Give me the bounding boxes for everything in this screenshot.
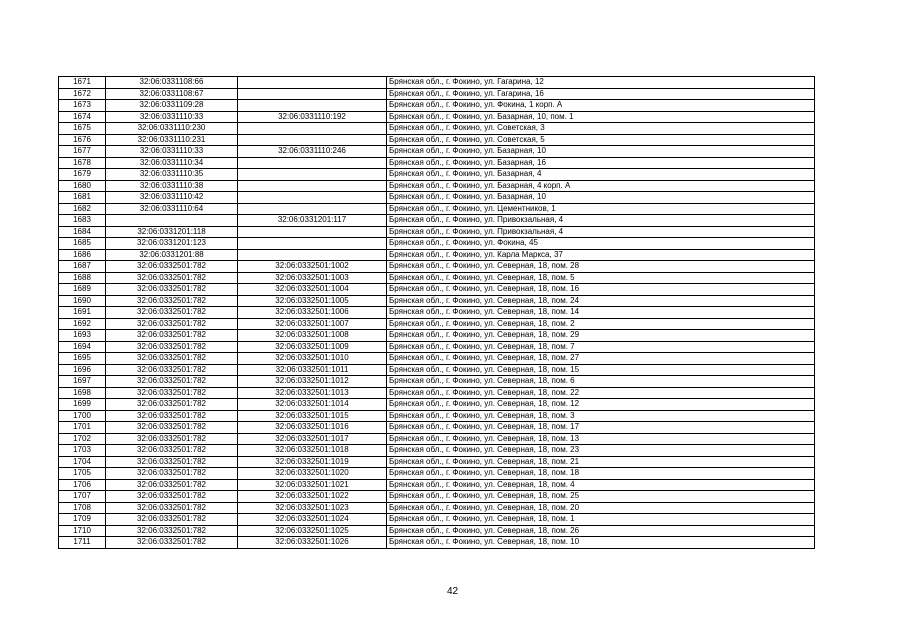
table-row <box>59 433 815 445</box>
address-cell: Брянская обл., г. Фокино, ул. Северная, 18, пом. 26 <box>387 525 815 537</box>
address-cell: Брянская обл., г. Фокино, ул. Северная, 18, пом. 22 <box>387 387 815 399</box>
cadastral-number-cell: 32:06:0331201:123 <box>106 238 238 250</box>
table-row <box>59 422 815 434</box>
room-cadastral-number-cell: 32:06:0332501:1014 <box>238 399 387 411</box>
row-number-cell: 1711 <box>59 537 106 549</box>
address-cell: Брянская обл., г. Фокино, ул. Базарная, 10, пом. 1 <box>387 111 815 123</box>
address-cell: Брянская обл., г. Фокино, ул. Северная, 18, пом. 21 <box>387 456 815 468</box>
table-row <box>59 491 815 503</box>
room-cadastral-number-cell: 32:06:0332501:1018 <box>238 445 387 457</box>
address-cell: Брянская обл., г. Фокино, ул. Северная, 18, пом. 16 <box>387 284 815 296</box>
address-cell: Брянская обл., г. Фокино, ул. Базарная, 16 <box>387 157 815 169</box>
table-row <box>59 284 815 296</box>
table-row <box>59 318 815 330</box>
room-cadastral-number-cell: 32:06:0332501:1020 <box>238 468 387 480</box>
table-row <box>59 330 815 342</box>
address-cell: Брянская обл., г. Фокино, ул. Привокзальная, 4 <box>387 215 815 227</box>
room-cadastral-number-cell: 32:06:0332501:1024 <box>238 514 387 526</box>
table-row <box>59 111 815 123</box>
row-number-cell: 1689 <box>59 284 106 296</box>
row-number-cell: 1708 <box>59 502 106 514</box>
row-number-cell: 1681 <box>59 192 106 204</box>
cadastral-number-cell: 32:06:0332501:782 <box>106 445 238 457</box>
table-row <box>59 387 815 399</box>
room-cadastral-number-cell <box>238 100 387 112</box>
cadastral-number-cell: 32:06:0332501:782 <box>106 376 238 388</box>
cadastral-number-cell: 32:06:0331110:38 <box>106 180 238 192</box>
cadastral-number-cell: 32:06:0332501:782 <box>106 261 238 273</box>
address-cell: Брянская обл., г. Фокино, ул. Фокина, 45 <box>387 238 815 250</box>
room-cadastral-number-cell <box>238 226 387 238</box>
address-cell: Брянская обл., г. Фокино, ул. Северная, 18, пом. 13 <box>387 433 815 445</box>
table-row <box>59 295 815 307</box>
table-row <box>59 203 815 215</box>
address-cell: Брянская обл., г. Фокино, ул. Северная, 18, пом. 29 <box>387 330 815 342</box>
address-cell: Брянская обл., г. Фокино, ул. Северная, 18, пом. 18 <box>387 468 815 480</box>
table-row <box>59 226 815 238</box>
room-cadastral-number-cell <box>238 203 387 215</box>
address-cell: Брянская обл., г. Фокино, ул. Базарная, 10 <box>387 146 815 158</box>
room-cadastral-number-cell <box>238 238 387 250</box>
address-cell: Брянская обл., г. Фокино, ул. Гагарина, 16 <box>387 88 815 100</box>
row-number-cell: 1701 <box>59 422 106 434</box>
row-number-cell: 1671 <box>59 77 106 89</box>
room-cadastral-number-cell: 32:06:0332501:1013 <box>238 387 387 399</box>
row-number-cell: 1706 <box>59 479 106 491</box>
row-number-cell: 1673 <box>59 100 106 112</box>
room-cadastral-number-cell <box>238 77 387 89</box>
cadastral-number-cell: 32:06:0332501:782 <box>106 537 238 549</box>
room-cadastral-number-cell: 32:06:0331110:192 <box>238 111 387 123</box>
address-cell: Брянская обл., г. Фокино, ул. Северная, 18, пом. 1 <box>387 514 815 526</box>
table-row <box>59 537 815 549</box>
room-cadastral-number-cell: 32:06:0332501:1011 <box>238 364 387 376</box>
room-cadastral-number-cell: 32:06:0332501:1025 <box>238 525 387 537</box>
row-number-cell: 1691 <box>59 307 106 319</box>
room-cadastral-number-cell: 32:06:0332501:1021 <box>238 479 387 491</box>
table-row <box>59 514 815 526</box>
address-cell: Брянская обл., г. Фокино, ул. Привокзальная, 4 <box>387 226 815 238</box>
room-cadastral-number-cell: 32:06:0332501:1019 <box>238 456 387 468</box>
row-number-cell: 1679 <box>59 169 106 181</box>
row-number-cell: 1690 <box>59 295 106 307</box>
cadastral-number-cell: 32:06:0332501:782 <box>106 468 238 480</box>
room-cadastral-number-cell <box>238 180 387 192</box>
table-row <box>59 77 815 89</box>
cadastral-number-cell: 32:06:0331110:230 <box>106 123 238 135</box>
address-cell: Брянская обл., г. Фокино, ул. Цементников, 1 <box>387 203 815 215</box>
room-cadastral-number-cell: 32:06:0332501:1005 <box>238 295 387 307</box>
address-cell: Брянская обл., г. Фокино, ул. Карла Маркса, 37 <box>387 249 815 261</box>
table-row <box>59 376 815 388</box>
room-cadastral-number-cell: 32:06:0331110:246 <box>238 146 387 158</box>
row-number-cell: 1687 <box>59 261 106 273</box>
room-cadastral-number-cell: 32:06:0332501:1008 <box>238 330 387 342</box>
address-cell: Брянская обл., г. Фокино, ул. Северная, 18, пом. 12 <box>387 399 815 411</box>
cadastral-number-cell: 32:06:0331110:64 <box>106 203 238 215</box>
table-row <box>59 399 815 411</box>
row-number-cell: 1696 <box>59 364 106 376</box>
cadastral-number-cell <box>106 215 238 227</box>
cadastral-number-cell: 32:06:0331108:66 <box>106 77 238 89</box>
cadastral-number-cell: 32:06:0332501:782 <box>106 284 238 296</box>
cadastral-number-cell: 32:06:0331110:33 <box>106 111 238 123</box>
table-row <box>59 88 815 100</box>
room-cadastral-number-cell: 32:06:0332501:1004 <box>238 284 387 296</box>
cadastral-number-cell: 32:06:0331108:67 <box>106 88 238 100</box>
table-row <box>59 307 815 319</box>
room-cadastral-number-cell <box>238 123 387 135</box>
cadastral-number-cell: 32:06:0332501:782 <box>106 364 238 376</box>
address-cell: Брянская обл., г. Фокино, ул. Северная, 18, пом. 20 <box>387 502 815 514</box>
address-cell: Брянская обл., г. Фокино, ул. Северная, 18, пом. 24 <box>387 295 815 307</box>
table-row <box>59 341 815 353</box>
row-number-cell: 1684 <box>59 226 106 238</box>
cadastral-number-cell: 32:06:0332501:782 <box>106 456 238 468</box>
row-number-cell: 1672 <box>59 88 106 100</box>
table-row <box>59 502 815 514</box>
cadastral-number-cell: 32:06:0332501:782 <box>106 491 238 503</box>
address-cell: Брянская обл., г. Фокино, ул. Советская, 3 <box>387 123 815 135</box>
row-number-cell: 1705 <box>59 468 106 480</box>
cadastral-number-cell: 32:06:0332501:782 <box>106 514 238 526</box>
table-row <box>59 479 815 491</box>
row-number-cell: 1688 <box>59 272 106 284</box>
cadastral-number-cell: 32:06:0331109:28 <box>106 100 238 112</box>
table-row <box>59 134 815 146</box>
table-row <box>59 238 815 250</box>
cadastral-number-cell: 32:06:0332501:782 <box>106 272 238 284</box>
table-row <box>59 157 815 169</box>
room-cadastral-number-cell <box>238 249 387 261</box>
table-row <box>59 100 815 112</box>
cadastral-number-cell: 32:06:0332501:782 <box>106 307 238 319</box>
cadastral-number-cell: 32:06:0332501:782 <box>106 410 238 422</box>
room-cadastral-number-cell <box>238 134 387 146</box>
address-cell: Брянская обл., г. Фокино, ул. Северная, 18, пом. 27 <box>387 353 815 365</box>
room-cadastral-number-cell: 32:06:0332501:1009 <box>238 341 387 353</box>
room-cadastral-number-cell: 32:06:0332501:1023 <box>238 502 387 514</box>
room-cadastral-number-cell <box>238 157 387 169</box>
row-number-cell: 1685 <box>59 238 106 250</box>
row-number-cell: 1682 <box>59 203 106 215</box>
room-cadastral-number-cell: 32:06:0332501:1010 <box>238 353 387 365</box>
row-number-cell: 1703 <box>59 445 106 457</box>
table-row <box>59 456 815 468</box>
table-row <box>59 180 815 192</box>
row-number-cell: 1692 <box>59 318 106 330</box>
row-number-cell: 1697 <box>59 376 106 388</box>
room-cadastral-number-cell: 32:06:0332501:1016 <box>238 422 387 434</box>
row-number-cell: 1678 <box>59 157 106 169</box>
address-cell: Брянская обл., г. Фокино, ул. Базарная, 10 <box>387 192 815 204</box>
address-cell: Брянская обл., г. Фокино, ул. Фокина, 1 корп. А <box>387 100 815 112</box>
table-row <box>59 468 815 480</box>
address-cell: Брянская обл., г. Фокино, ул. Базарная, 4 <box>387 169 815 181</box>
page-number: 42 <box>446 586 459 597</box>
room-cadastral-number-cell: 32:06:0332501:1015 <box>238 410 387 422</box>
table-row <box>59 525 815 537</box>
address-cell: Брянская обл., г. Фокино, ул. Северная, 18, пом. 17 <box>387 422 815 434</box>
cadastral-number-cell: 32:06:0332501:782 <box>106 387 238 399</box>
row-number-cell: 1686 <box>59 249 106 261</box>
room-cadastral-number-cell <box>238 192 387 204</box>
row-number-cell: 1676 <box>59 134 106 146</box>
row-number-cell: 1694 <box>59 341 106 353</box>
cadastral-number-cell: 32:06:0332501:782 <box>106 422 238 434</box>
room-cadastral-number-cell: 32:06:0332501:1026 <box>238 537 387 549</box>
row-number-cell: 1710 <box>59 525 106 537</box>
cadastral-number-cell: 32:06:0332501:782 <box>106 341 238 353</box>
table-row <box>59 364 815 376</box>
room-cadastral-number-cell: 32:06:0332501:1022 <box>238 491 387 503</box>
address-cell: Брянская обл., г. Фокино, ул. Северная, 18, пом. 6 <box>387 376 815 388</box>
table-row <box>59 123 815 135</box>
row-number-cell: 1704 <box>59 456 106 468</box>
row-number-cell: 1693 <box>59 330 106 342</box>
cadastral-number-cell: 32:06:0332501:782 <box>106 295 238 307</box>
cadastral-number-cell: 32:06:0332501:782 <box>106 502 238 514</box>
table-row <box>59 169 815 181</box>
address-cell: Брянская обл., г. Фокино, ул. Северная, 18, пом. 14 <box>387 307 815 319</box>
address-cell: Брянская обл., г. Фокино, ул. Северная, 18, пом. 10 <box>387 537 815 549</box>
address-cell: Брянская обл., г. Фокино, ул. Советская, 5 <box>387 134 815 146</box>
cadastral-number-cell: 32:06:0332501:782 <box>106 330 238 342</box>
address-cell: Брянская обл., г. Фокино, ул. Северная, 18, пом. 2 <box>387 318 815 330</box>
room-cadastral-number-cell: 32:06:0332501:1012 <box>238 376 387 388</box>
row-number-cell: 1699 <box>59 399 106 411</box>
room-cadastral-number-cell: 32:06:0332501:1002 <box>238 261 387 273</box>
cadastral-number-cell: 32:06:0332501:782 <box>106 433 238 445</box>
table-row <box>59 261 815 273</box>
cadastral-number-cell: 32:06:0331110:34 <box>106 157 238 169</box>
address-cell: Брянская обл., г. Фокино, ул. Северная, 18, пом. 28 <box>387 261 815 273</box>
table-row <box>59 192 815 204</box>
address-cell: Брянская обл., г. Фокино, ул. Базарная, 4 корп. А <box>387 180 815 192</box>
address-cell: Брянская обл., г. Фокино, ул. Северная, 18, пом. 5 <box>387 272 815 284</box>
property-registry-table <box>58 76 815 549</box>
row-number-cell: 1680 <box>59 180 106 192</box>
cadastral-number-cell: 32:06:0332501:782 <box>106 318 238 330</box>
address-cell: Брянская обл., г. Фокино, ул. Северная, 18, пом. 23 <box>387 445 815 457</box>
address-cell: Брянская обл., г. Фокино, ул. Гагарина, 12 <box>387 77 815 89</box>
cadastral-number-cell: 32:06:0331110:33 <box>106 146 238 158</box>
row-number-cell: 1683 <box>59 215 106 227</box>
cadastral-number-cell: 32:06:0332501:782 <box>106 399 238 411</box>
row-number-cell: 1698 <box>59 387 106 399</box>
address-cell: Брянская обл., г. Фокино, ул. Северная, 18, пом. 15 <box>387 364 815 376</box>
cadastral-number-cell: 32:06:0331110:42 <box>106 192 238 204</box>
table-row <box>59 445 815 457</box>
room-cadastral-number-cell: 32:06:0331201:117 <box>238 215 387 227</box>
row-number-cell: 1707 <box>59 491 106 503</box>
room-cadastral-number-cell: 32:06:0332501:1003 <box>238 272 387 284</box>
cadastral-number-cell: 32:06:0331201:88 <box>106 249 238 261</box>
row-number-cell: 1702 <box>59 433 106 445</box>
address-cell: Брянская обл., г. Фокино, ул. Северная, 18, пом. 25 <box>387 491 815 503</box>
row-number-cell: 1675 <box>59 123 106 135</box>
room-cadastral-number-cell: 32:06:0332501:1007 <box>238 318 387 330</box>
room-cadastral-number-cell: 32:06:0332501:1006 <box>238 307 387 319</box>
cadastral-number-cell: 32:06:0331110:231 <box>106 134 238 146</box>
table-row <box>59 410 815 422</box>
room-cadastral-number-cell: 32:06:0332501:1017 <box>238 433 387 445</box>
row-number-cell: 1674 <box>59 111 106 123</box>
row-number-cell: 1700 <box>59 410 106 422</box>
cadastral-number-cell: 32:06:0331110:35 <box>106 169 238 181</box>
row-number-cell: 1709 <box>59 514 106 526</box>
row-number-cell: 1695 <box>59 353 106 365</box>
registry-table-body <box>59 77 815 549</box>
room-cadastral-number-cell <box>238 169 387 181</box>
room-cadastral-number-cell <box>238 88 387 100</box>
address-cell: Брянская обл., г. Фокино, ул. Северная, 18, пом. 3 <box>387 410 815 422</box>
cadastral-number-cell: 32:06:0332501:782 <box>106 525 238 537</box>
table-row <box>59 146 815 158</box>
cadastral-number-cell: 32:06:0331201:118 <box>106 226 238 238</box>
address-cell: Брянская обл., г. Фокино, ул. Северная, 18, пом. 4 <box>387 479 815 491</box>
table-row <box>59 272 815 284</box>
address-cell: Брянская обл., г. Фокино, ул. Северная, 18, пом. 7 <box>387 341 815 353</box>
cadastral-number-cell: 32:06:0332501:782 <box>106 353 238 365</box>
table-row <box>59 215 815 227</box>
table-row <box>59 353 815 365</box>
table-row <box>59 249 815 261</box>
row-number-cell: 1677 <box>59 146 106 158</box>
cadastral-number-cell: 32:06:0332501:782 <box>106 479 238 491</box>
